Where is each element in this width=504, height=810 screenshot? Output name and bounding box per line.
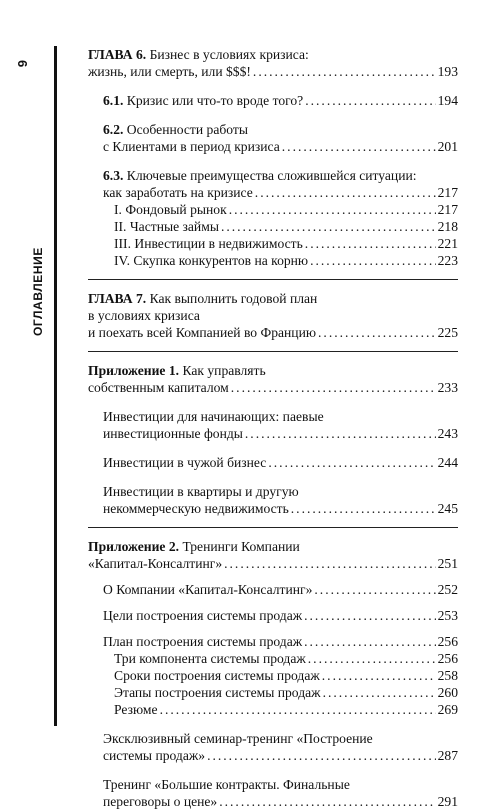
subsection-title: I. Фондовый рынок [114,202,227,217]
page-ref: 194 [437,93,458,108]
divider [88,527,458,528]
toc-appendix-item[interactable] [88,483,458,517]
subsection-title: Резюме [114,702,158,717]
page-ref: 243 [437,426,458,441]
chapter-title-line1: Бизнес в условиях кризиса: [146,47,309,62]
leader-dots [305,235,436,252]
chapter-title-line2: жизнь, или смерть, или $$$! [88,64,251,79]
toc-subsection[interactable] [88,235,458,252]
page-ref: 245 [437,501,458,516]
page-ref: 223 [437,253,458,268]
page-ref: 193 [437,64,458,79]
divider [88,279,458,280]
item-title-line1: Инвестиции для начинающих: паевые [103,409,324,424]
leader-dots [245,425,436,442]
chapter-label: ГЛАВА 6. [88,47,147,62]
leader-dots [314,581,435,598]
section-label: ОГЛАВЛЕНИЕ [31,246,45,336]
section-title-line2: как заработать на кризисе [103,185,253,200]
page-ref: 225 [437,325,458,340]
toc-appendix-item[interactable] [88,607,458,624]
leader-dots [229,201,436,218]
page-ref: 253 [437,608,458,623]
toc-appendix-item[interactable] [88,581,458,598]
page-ref: 287 [437,748,458,763]
page-ref: 217 [437,185,458,200]
leader-dots [323,684,436,701]
chapter-label: ГЛАВА 7. [88,291,147,306]
page-ref: 291 [437,794,458,809]
leader-dots [282,138,436,155]
appendix-label: Приложение 2. [88,539,180,554]
page-ref: 251 [437,556,458,571]
toc-chapter-7[interactable] [88,290,458,341]
appendix-label: Приложение 1. [88,363,180,378]
subsection-title: Этапы построения системы продаж [114,685,321,700]
leader-dots [219,793,435,810]
toc-appendix-item[interactable] [88,776,458,810]
toc-subsection[interactable] [88,218,458,235]
leader-dots [231,379,436,396]
appendix-title-line2: собственным капиталом [88,380,229,395]
subsection-title: Сроки построения системы продаж [114,668,320,683]
page-ref: 217 [437,202,458,217]
toc-subsection[interactable] [88,650,458,667]
section-title-line1: Ключевые преимущества сложившейся ситуации: [123,168,417,183]
toc-subsection[interactable] [88,201,458,218]
leader-dots [291,500,436,517]
toc-subsection[interactable] [88,667,458,684]
toc-section-6-3[interactable] [88,167,458,201]
item-title: Цели построения системы продаж [103,608,303,623]
leader-dots [318,324,436,341]
leader-dots [207,747,436,764]
item-title-line2: инвестиционные фонды [103,426,243,441]
leader-dots [322,667,436,684]
toc-section-6-2[interactable] [88,121,458,155]
toc-subsection[interactable] [88,701,458,718]
leader-dots [253,63,436,80]
item-title-line2: некоммерческую недвижимость [103,501,289,516]
page-ref: 256 [437,651,458,666]
page-ref: 258 [437,668,458,683]
section-title: Кризис или что-то вроде того? [123,93,304,108]
toc-appendix-1[interactable] [88,362,458,396]
page-ref: 256 [437,634,458,649]
sidebar-rule [54,46,57,726]
page-ref: 218 [437,219,458,234]
item-title: Инвестиции в чужой бизнес [103,455,267,470]
leader-dots [304,633,435,650]
item-title-line2: переговоры о цене» [103,794,218,809]
leader-dots [268,454,435,471]
toc-subsection[interactable] [88,684,458,701]
item-title: О Компании «Капитал-Консалтинг» [103,582,313,597]
leader-dots [255,184,436,201]
section-number: 6.1. [103,93,124,108]
subsection-title: II. Частные займы [114,219,219,234]
page-ref: 260 [437,685,458,700]
page-ref: 269 [437,702,458,717]
item-title-line1: Эксклюзивный семинар-тренинг «Построение [103,731,373,746]
table-of-contents [88,46,458,810]
chapter-title-line2: в условиях кризиса [88,308,200,323]
leader-dots [308,650,436,667]
section-number: 6.2. [103,122,124,137]
page-ref: 233 [437,380,458,395]
item-title-line2: системы продаж» [103,748,206,763]
chapter-title-line1: Как выполнить годовой план [146,291,318,306]
leader-dots [310,252,436,269]
page-ref: 252 [437,582,458,597]
leader-dots [160,701,436,718]
item-title: План построения системы продаж [103,634,303,649]
item-title-line1: Инвестиции в квартиры и другую [103,484,299,499]
page-ref: 244 [437,455,458,470]
sidebar [0,0,56,800]
toc-chapter-6[interactable] [88,46,458,80]
leader-dots [305,92,435,109]
toc-section-6-1[interactable] [88,92,458,109]
page-ref: 201 [437,139,458,154]
subsection-title: III. Инвестиции в недвижимость [114,236,303,251]
leader-dots [221,218,436,235]
appendix-title-line1: Как управлять [179,363,266,378]
item-title-line1: Тренинг «Большие контракты. Финальные [103,777,350,792]
toc-appendix-item[interactable] [88,454,458,471]
page-number: 6 [15,60,30,68]
section-title-line1: Особенности работы [123,122,248,137]
chapter-title-line3: и поехать всей Компанией во Францию [88,325,317,340]
subsection-title: Три компонента системы продаж [114,651,306,666]
divider [88,351,458,352]
page-ref: 221 [437,236,458,251]
leader-dots [224,555,435,572]
toc-appendix-item[interactable] [88,730,458,764]
toc-appendix-2[interactable] [88,538,458,572]
subsection-title: IV. Скупка конкурентов на корню [114,253,309,268]
section-number: 6.3. [103,168,124,183]
toc-subsection[interactable] [88,252,458,269]
leader-dots [304,607,435,624]
toc-appendix-item[interactable] [88,408,458,442]
section-title-line2: с Клиентами в период кризиса [103,139,280,154]
appendix-title-line2: «Капитал-Консалтинг» [88,556,223,571]
toc-appendix-item[interactable] [88,633,458,650]
appendix-title-line1: Тренинги Компании [179,539,300,554]
